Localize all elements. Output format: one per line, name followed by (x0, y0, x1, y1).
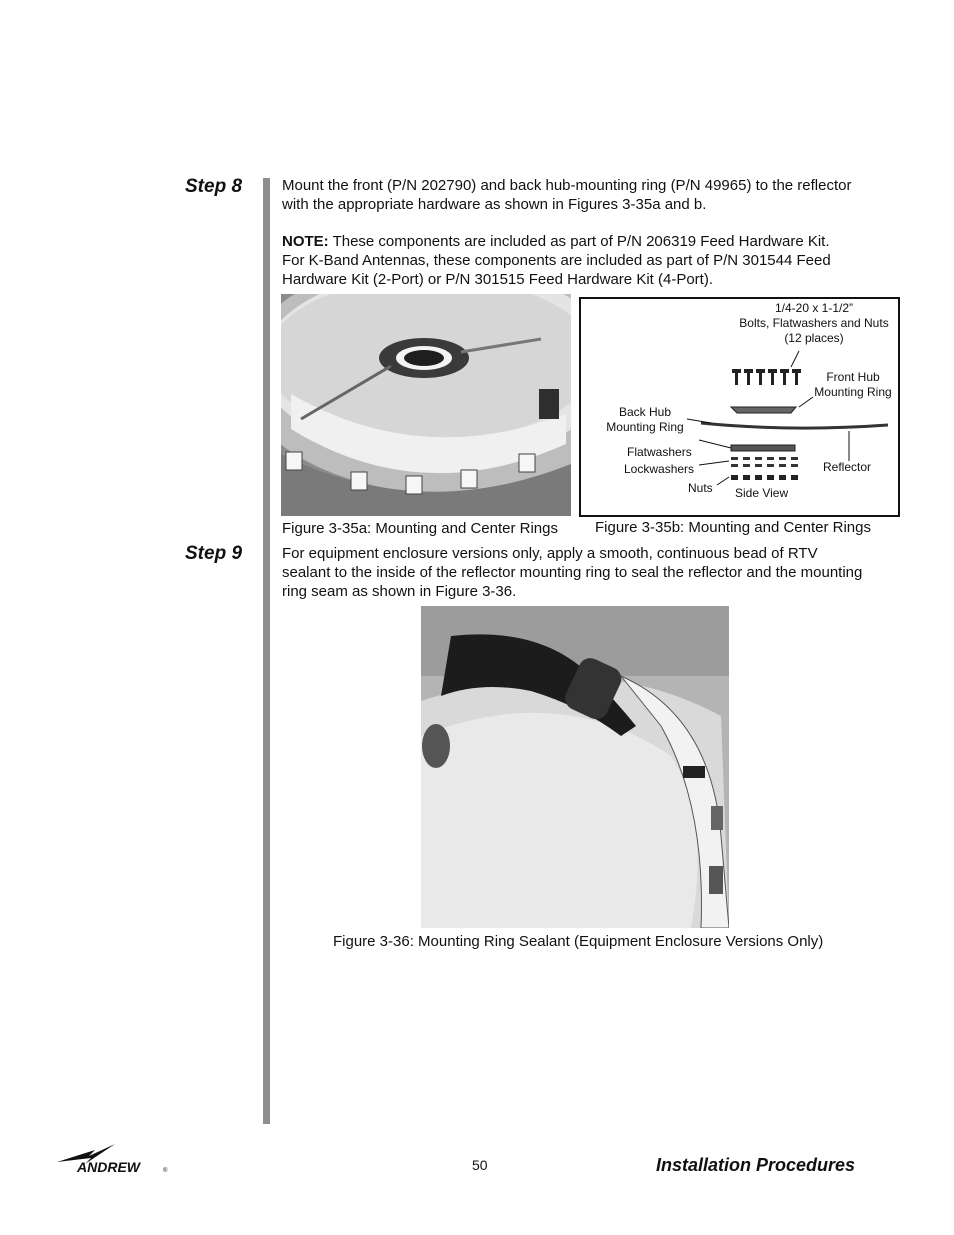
svg-text:®: ® (163, 1168, 168, 1174)
note-line-1: These components are included as part of P/N 206319 Feed Hardware Kit. (328, 233, 830, 250)
back-hub-ring-label: Back Hub Mounting Ring (606, 405, 684, 434)
margin-rule (263, 178, 270, 1124)
mounting-rings-photo-image (281, 294, 571, 516)
sealant-application-photo-image (421, 606, 729, 928)
step-8-text (282, 176, 902, 289)
note-line-2: For K-Band Antennas, these components are included as part of P/N 301544 Feed (282, 252, 831, 269)
note-line-3: Hardware Kit (2-Port) or P/N 301515 Feed Hardware Kit (4-Port). (282, 271, 713, 288)
step-9-line-3: ring seam as shown in Figure 3-36. (282, 583, 517, 600)
nuts-label: Nuts (688, 481, 713, 495)
page-number: 50 (472, 1157, 488, 1173)
logo-wordmark: ANDREW (77, 1159, 140, 1175)
note-label: NOTE: (282, 233, 329, 250)
lightning-bolt-icon (55, 1142, 170, 1176)
andrew-logo (55, 1142, 170, 1176)
figure-3-35b-diagram (579, 297, 900, 517)
reflector-label: Reflector (823, 460, 872, 474)
side-view-label: Side View (735, 486, 789, 500)
figure-3-35a-caption: Figure 3-35a: Mounting and Center Rings (282, 520, 558, 537)
step-9-text (282, 544, 902, 601)
step-9-label: Step 9 (185, 543, 243, 564)
step-8-label: Step 8 (185, 176, 243, 197)
figure-3-36-photo (421, 606, 729, 928)
figure-3-36-caption: Figure 3-36: Mounting Ring Sealant (Equipment Enclosure Versions Only) (333, 933, 824, 950)
step-8-line-1: Mount the front (P/N 202790) and back hub-mounting ring (P/N 49965) to the reflector (282, 177, 852, 194)
bolts-label: 1/4-20 x 1-1/2” Bolts, Flatwashers and Nuts (12 places) (739, 301, 889, 345)
section-title: Installation Procedures (656, 1155, 856, 1175)
step-9-line-1: For equipment enclosure versions only, apply a smooth, continuous bead of RTV (282, 545, 818, 562)
step-8-line-2: with the appropriate hardware as shown in Figures 3-35a and b. (282, 196, 707, 213)
front-hub-ring-label: Front Hub Mounting Ring (814, 370, 892, 399)
flatwashers-label: Flatwashers (627, 445, 692, 459)
step-9-line-2: sealant to the inside of the reflector mounting ring to seal the reflector and the mounting (282, 564, 863, 581)
figure-3-35a-photo (281, 294, 571, 516)
lockwashers-label: Lockwashers (624, 462, 695, 476)
figure-3-35b-caption: Figure 3-35b: Mounting and Center Rings (595, 519, 871, 536)
step-8-note (282, 232, 902, 251)
